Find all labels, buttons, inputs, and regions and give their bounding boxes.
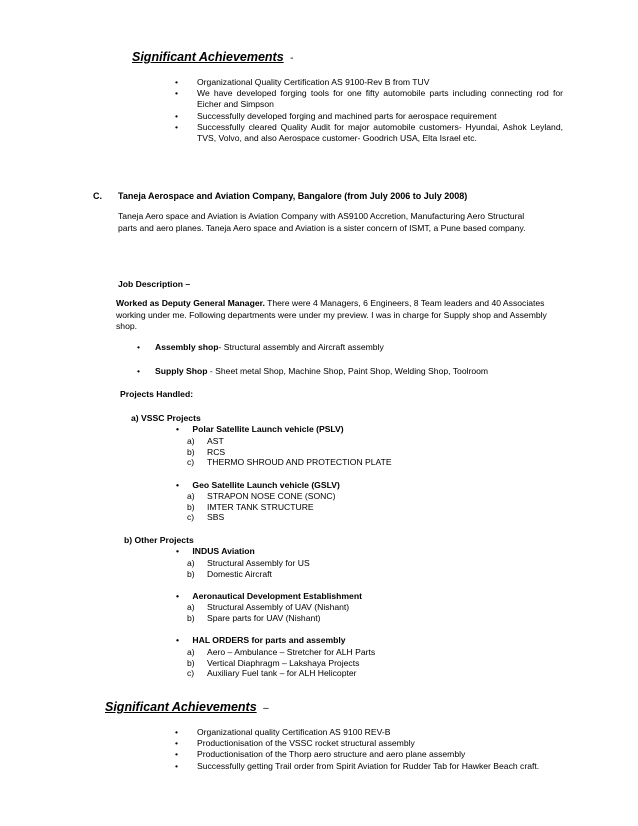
shop-name: Assembly shop [155, 342, 219, 352]
list-item: b) RCS [187, 446, 226, 457]
section-title: Taneja Aerospace and Aviation Company, Bangalore (from July 2006 to July 2008) [118, 191, 468, 201]
gslv-title-row [176, 480, 340, 490]
list-item: c) Auxiliary Fuel tank – for ALH Helicopter [187, 668, 357, 679]
sig2-heading-row [105, 700, 269, 714]
pslv-title-row [176, 424, 344, 434]
list-item: a) Structural Assembly of UAV (Nishant) [187, 602, 350, 612]
list-item: • Organizational quality Certification AS 9100 REV-B [175, 727, 563, 738]
list-item: • Organizational Quality Certification AS 9100-Rev B from TUV [175, 77, 563, 88]
role-description [116, 298, 554, 333]
job-description-heading: Job Description – [118, 279, 191, 289]
gslv-list [187, 491, 335, 523]
list-item: • Successfully getting Trail order from Spirit Aviation for Rudder Tab for Hawker Beach craft. [175, 761, 563, 772]
list-item: a) Structural Assembly for US [187, 558, 310, 568]
list-item: b) Vertical Diaphragm – Lakshaya Projects [187, 657, 360, 668]
list-item: • Successfully developed forging and machined parts for aerospace requirement [175, 111, 563, 122]
shop-desc: - Sheet metal Shop, Machine Shop, Paint Shop, Welding Shop, Toolroom [207, 366, 489, 376]
shop-name: Supply Shop [155, 366, 208, 376]
pslv-title: Polar Satellite Launch vehicle (PSLV) [192, 424, 344, 434]
hal-title: HAL ORDERS for parts and assembly [192, 635, 346, 645]
role-text: There were 4 Managers, 6 Engineers, 8 Team leaders and 40 Associates working under me. Following departments were under my preview. I was in charge for Supply shop and Assembly shop. [116, 298, 547, 332]
bullet-icon: • [176, 635, 180, 645]
list-item: c) THERMO SHROUD AND PROTECTION PLATE [187, 457, 392, 468]
indus-list [187, 558, 310, 579]
ada-title-row [176, 591, 362, 601]
list-item: c) SBS [187, 512, 225, 523]
list-item: • Successfully cleared Quality Audit for major automobile customers- Hyundai, Ashok Leyland, TVS, Volvo, and also Aerospace customer- Goodrich USA, Elta Israel etc. [175, 122, 563, 144]
list-item: a) STRAPON NOSE CONE (SONC) [187, 491, 336, 501]
sig2-heading: Significant Achievements [105, 700, 257, 714]
list-item: • Productionisation of the VSSC rocket structural assembly [175, 738, 563, 749]
indus-title-row [176, 546, 255, 556]
sig1-heading-row [132, 50, 293, 64]
role-title: Worked as Deputy General Manager. [116, 298, 265, 308]
list-item: • Productionisation of the Thorp aero structure and aero plane assembly [175, 749, 563, 760]
sig1-list [175, 77, 563, 144]
bullet-icon: • [137, 342, 141, 352]
list-item: • We have developed forging tools for one fifty automobile parts including connecting rod for Eicher and Simpson [175, 88, 563, 110]
shop-item [137, 342, 384, 352]
list-item: b) Domestic Aircraft [187, 568, 272, 579]
sig1-heading-suffix: - [290, 53, 294, 64]
other-projects-label: b) Other Projects [124, 535, 194, 545]
sig2-heading-suffix: – [263, 703, 269, 714]
bullet-icon: • [176, 546, 180, 556]
bullet-icon: • [176, 480, 180, 490]
bullet-icon: • [137, 366, 141, 376]
shop-desc: - Structural assembly and Aircraft assembly [218, 342, 384, 352]
sig1-heading: Significant Achievements [132, 50, 284, 64]
hal-title-row [176, 635, 346, 645]
bullet-icon: • [176, 424, 180, 434]
sig2-list [175, 727, 563, 772]
shop-item [137, 366, 488, 376]
list-item: b) IMTER TANK STRUCTURE [187, 501, 314, 512]
bullet-icon: • [176, 591, 180, 601]
pslv-list [187, 436, 392, 468]
list-item: a) Aero – Ambulance – Stretcher for ALH Parts [187, 647, 376, 657]
section-letter: C. [93, 191, 102, 201]
ada-title: Aeronautical Development Establishment [192, 591, 362, 601]
indus-title: INDUS Aviation [192, 546, 255, 556]
vssc-label: a) VSSC Projects [131, 413, 201, 423]
list-item: b) Spare parts for UAV (Nishant) [187, 612, 321, 623]
ada-list [187, 602, 349, 623]
projects-heading: Projects Handled: [120, 389, 194, 399]
list-item: a) AST [187, 436, 224, 446]
hal-list [187, 647, 375, 679]
company-intro: Taneja Aero space and Aviation is Aviation Company with AS9100 Accretion, Manufacturing Aero Structural parts and aero planes. Taneja Aero space and Aviation is a sister concern of ISMT, a Pune based company. [118, 211, 526, 233]
gslv-title: Geo Satellite Launch vehicle (GSLV) [192, 480, 340, 490]
